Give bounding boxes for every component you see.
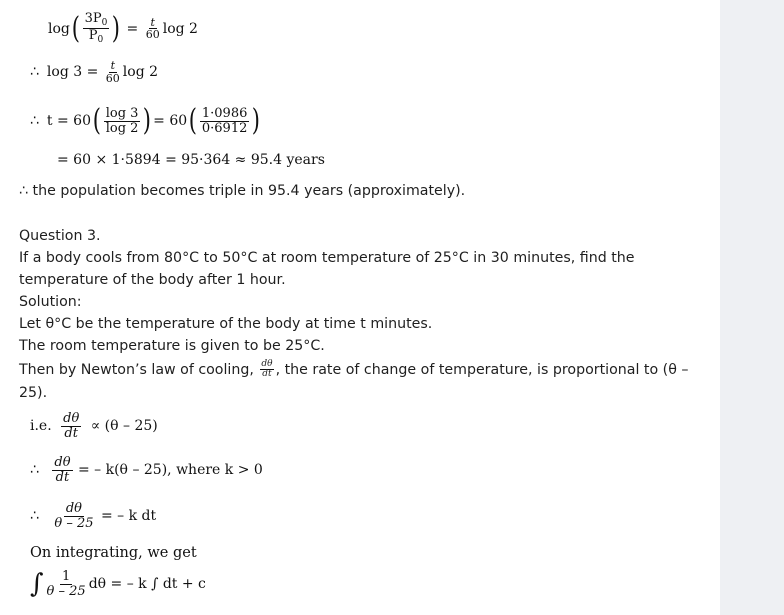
fraction-1-over-theta-25	[45, 570, 88, 598]
denominator-dt: dt	[64, 425, 78, 441]
equation-result: = 60 × 1·5894 = 95·364 ≈ 95.4 years	[57, 152, 325, 168]
therefore-symbol: ∴	[30, 113, 39, 129]
solution-line-4: 25).	[19, 385, 48, 401]
solution-line-3	[19, 360, 689, 380]
numerator-t: t	[150, 15, 155, 29]
numerator-text: 3P	[84, 11, 102, 26]
equation-log3	[30, 60, 158, 84]
denominator-theta-minus-25: θ – 25	[46, 583, 86, 599]
equation-separated	[30, 502, 156, 530]
newton-rhs: = – k(θ – 25), where k > 0	[77, 462, 263, 479]
equals-60: = 60	[153, 113, 188, 129]
conclusion-text: ∴ the population becomes triple in 95.4 years (approximately).	[19, 183, 466, 199]
integral-symbol: ∫	[30, 569, 44, 600]
fraction-t-60	[104, 60, 122, 84]
integrating-text: On integrating, we get	[30, 545, 197, 561]
numerator-1: 1	[61, 569, 71, 584]
fraction-t-60	[144, 17, 162, 41]
fraction-decimal	[200, 107, 250, 135]
ie-label: i.e.	[30, 418, 52, 435]
numerator-t: t	[110, 59, 115, 72]
numerator-1-0986: 1·0986	[201, 105, 248, 121]
right-margin-panel	[720, 0, 784, 615]
question-heading: Question 3.	[19, 228, 101, 244]
proportional-text: , the rate of change of temperature, is proportional to (θ –	[275, 361, 689, 378]
proportional-rhs: ∝ (θ – 25)	[90, 418, 158, 435]
numerator-dtheta: dθ	[63, 411, 80, 426]
left-paren: (	[71, 10, 80, 46]
fraction-dtheta-over-theta-25	[52, 502, 95, 530]
fraction-dtheta-dt	[61, 412, 81, 440]
numerator-log3: log 3	[105, 105, 139, 121]
right-paren: )	[252, 103, 261, 138]
denominator-60: 60	[105, 71, 120, 85]
right-paren: )	[112, 10, 121, 46]
denominator-log2: log 2	[105, 120, 139, 136]
left-paren: (	[188, 103, 198, 138]
denominator-dt: dt	[262, 369, 272, 380]
solution-heading: Solution:	[19, 294, 82, 310]
therefore-symbol: ∴	[30, 64, 39, 81]
question-line-2: temperature of the body after 1 hour.	[19, 272, 286, 288]
numerator-subscript: 0	[101, 18, 108, 28]
therefore-symbol: ∴	[30, 462, 39, 479]
fraction-log3-log2	[104, 107, 141, 135]
log2-term: log 2	[122, 64, 159, 81]
therefore-symbol: ∴	[30, 508, 39, 525]
fraction-3p0-p0	[83, 12, 110, 46]
denominator-text: P	[88, 28, 98, 44]
equals-sign: =	[126, 20, 139, 37]
equation-t-value	[30, 103, 262, 138]
t-equals-60: t = 60	[46, 113, 91, 129]
denominator-theta-minus-25: θ – 25	[54, 515, 94, 531]
separated-rhs: = – k dt	[100, 508, 157, 525]
denominator-dt: dt	[55, 469, 70, 485]
equation-proportional	[30, 412, 158, 440]
fraction-dtheta-dt	[260, 360, 273, 380]
newton-law-text: Then by Newton’s law of cooling,	[19, 361, 254, 378]
denominator-60: 60	[145, 28, 160, 42]
denominator-subscript: 0	[97, 35, 104, 46]
numerator-dtheta: dθ	[54, 455, 71, 470]
numerator-dtheta: dθ	[65, 501, 83, 516]
question-line-1: If a body cools from 80°C to 50°C at room temperature of 25°C in 30 minutes, find the	[19, 250, 635, 266]
log3-equals: log 3 =	[46, 64, 99, 81]
log2-term: log 2	[162, 20, 198, 37]
denominator-0-6912: 0·6912	[201, 120, 248, 136]
equation-log-ratio	[48, 12, 198, 46]
equation-integral	[30, 570, 206, 598]
solution-line-1: Let θ°C be the temperature of the body at time t minutes.	[19, 316, 433, 332]
right-paren: )	[143, 103, 152, 138]
numerator-dtheta: dθ	[261, 359, 273, 369]
fraction-dtheta-dt	[52, 456, 72, 484]
left-paren: (	[92, 103, 101, 138]
log-label: log	[48, 20, 70, 37]
solution-line-2: The room temperature is given to be 25°C.	[19, 338, 325, 354]
integral-rhs: dθ = – k ∫ dt + c	[88, 576, 206, 593]
equation-newton-k	[30, 456, 263, 484]
